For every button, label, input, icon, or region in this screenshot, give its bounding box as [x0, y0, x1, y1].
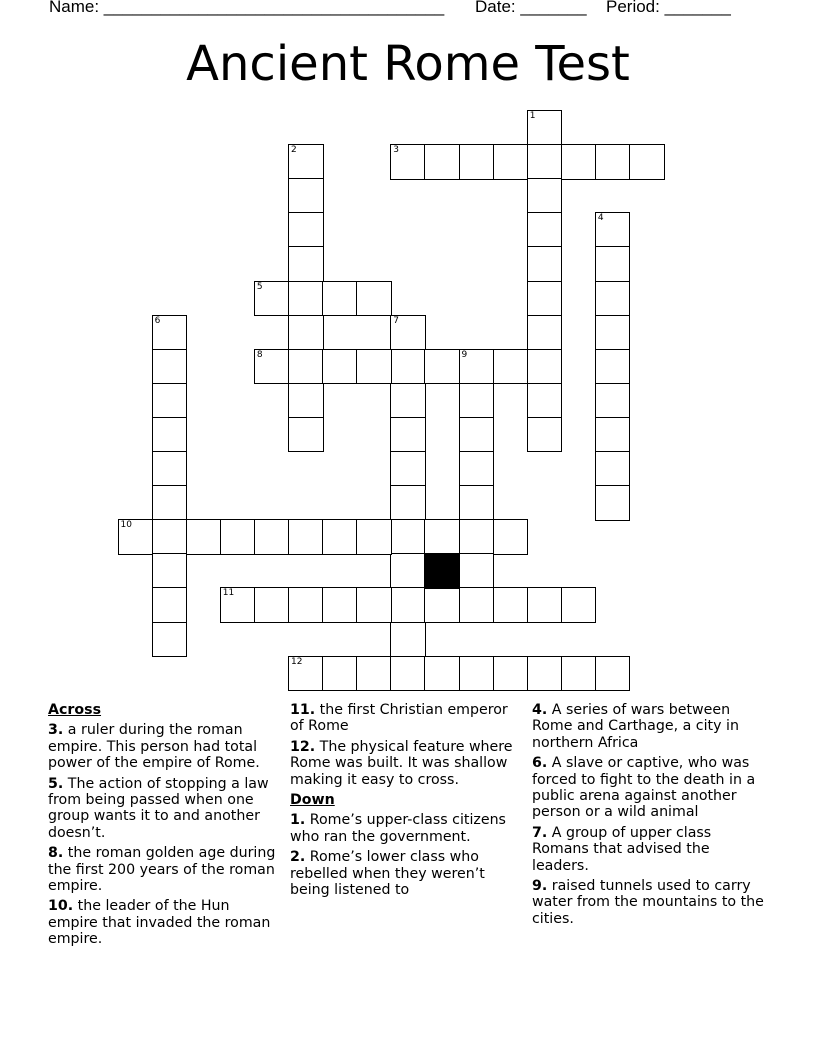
crossword-cell[interactable] — [390, 485, 426, 521]
crossword-cell[interactable] — [288, 178, 324, 214]
crossword-cell[interactable] — [595, 656, 631, 692]
crossword-cell[interactable] — [493, 144, 529, 180]
crossword-cell[interactable] — [595, 451, 631, 487]
cell-number: 6 — [154, 315, 161, 326]
clues-column-3 — [532, 702, 770, 931]
crossword-cell[interactable] — [288, 315, 324, 351]
crossword-cell[interactable] — [356, 349, 392, 385]
crossword-cell[interactable] — [424, 349, 460, 385]
crossword-cell[interactable] — [390, 315, 426, 351]
crossword-cell[interactable] — [152, 485, 188, 521]
crossword-cell[interactable] — [152, 349, 188, 385]
clue-across-8 — [48, 845, 278, 894]
clue-number: 3. — [48, 722, 64, 739]
clue-text: Rome’s upper-class citizens who ran the government. — [290, 812, 506, 845]
crossword-cell[interactable] — [459, 587, 495, 623]
clue-text: The physical feature where Rome was built. It was shallow making it easy to cross. — [290, 738, 513, 788]
crossword-cell[interactable] — [595, 383, 631, 419]
cell-number: 4 — [597, 213, 604, 224]
clue-down-7 — [532, 825, 770, 874]
crossword-cell[interactable] — [459, 519, 495, 555]
crossword-cell[interactable] — [152, 519, 188, 555]
crossword-cell[interactable] — [390, 349, 426, 385]
crossword-cell[interactable] — [118, 519, 154, 555]
crossword-cell[interactable] — [152, 553, 188, 589]
cell-number: 8 — [256, 349, 263, 360]
clue-text: raised tunnels used to carry water from the mountains to the cities. — [532, 878, 764, 927]
crossword-cell[interactable] — [493, 656, 529, 692]
crossword-cell[interactable] — [152, 315, 188, 351]
crossword-cell[interactable] — [527, 656, 563, 692]
crossword-cell[interactable] — [561, 587, 597, 623]
crossword-cell[interactable] — [152, 451, 188, 487]
crossword-cell[interactable] — [152, 417, 188, 453]
crossword-cell[interactable] — [390, 656, 426, 692]
crossword-cell[interactable] — [527, 417, 563, 453]
crossword-cell[interactable] — [288, 246, 324, 282]
clue-down-2 — [290, 849, 522, 898]
crossword-cell[interactable] — [254, 519, 290, 555]
crossword-cell[interactable] — [595, 246, 631, 282]
clue-number: 8. — [48, 845, 64, 862]
crossword-cell[interactable] — [220, 519, 256, 555]
crossword-cell[interactable] — [288, 212, 324, 248]
crossword-cell[interactable] — [527, 587, 563, 623]
clue-number: 1. — [290, 812, 306, 829]
crossword-cell[interactable] — [527, 383, 563, 419]
clue-number: 2. — [290, 849, 306, 866]
crossword-cell[interactable] — [390, 417, 426, 453]
clue-number: 11. — [290, 702, 316, 718]
clue-across-3 — [48, 722, 278, 771]
crossword-cell[interactable] — [390, 383, 426, 419]
crossword-cell[interactable] — [390, 519, 426, 555]
crossword-cell[interactable] — [527, 178, 563, 214]
crossword-cell[interactable] — [322, 519, 358, 555]
crossword-cell[interactable] — [561, 144, 597, 180]
page-title: Ancient Rome Test — [186, 36, 630, 92]
crossword-cell[interactable] — [527, 110, 563, 146]
cell-number: 2 — [291, 145, 297, 156]
cell-number: 7 — [393, 315, 400, 326]
clue-across-11 — [290, 702, 522, 735]
crossword-cell[interactable] — [527, 349, 563, 385]
clue-down-1 — [290, 812, 522, 845]
clue-number: 7. — [532, 824, 548, 841]
crossword-cell[interactable] — [595, 349, 631, 385]
clues-column-2 — [290, 702, 522, 902]
clue-text: the leader of the Hun empire that invaded the roman empire. — [48, 898, 271, 948]
crossword-cell[interactable] — [356, 519, 392, 555]
crossword-cell[interactable] — [595, 144, 631, 180]
clue-text: the first Christian emperor of Rome — [290, 702, 508, 735]
clue-across-5 — [48, 776, 278, 842]
crossword-cell[interactable] — [459, 451, 495, 487]
crossword-cell[interactable] — [595, 417, 631, 453]
clue-number: 6. — [532, 755, 548, 772]
crossword-cell[interactable] — [459, 383, 495, 419]
clue-text: A slave or captive, who was forced to fight to the death in a public arena against another person or a wild animal — [532, 755, 756, 821]
cell-number: 10 — [120, 520, 132, 531]
crossword-cell[interactable] — [595, 212, 631, 248]
clue-number: 4. — [532, 702, 548, 718]
date-field[interactable]: Date: _______ — [475, 0, 587, 16]
crossword-cell[interactable] — [459, 144, 495, 180]
crossword-cell[interactable] — [424, 519, 460, 555]
crossword-cell[interactable] — [186, 519, 222, 555]
cell-number: 9 — [461, 349, 468, 360]
crossword-cell[interactable] — [527, 144, 563, 180]
crossword-cell[interactable] — [459, 553, 495, 589]
crossword-cell[interactable] — [152, 622, 188, 658]
cell-number: 11 — [222, 588, 235, 599]
crossword-cell[interactable] — [527, 315, 563, 351]
crossword-cell[interactable] — [322, 656, 358, 692]
crossword-cell[interactable] — [288, 144, 324, 180]
crossword-cell[interactable] — [424, 144, 460, 180]
clue-number: 12. — [290, 738, 316, 755]
crossword-cell[interactable] — [390, 553, 426, 589]
crossword-cell[interactable] — [424, 656, 460, 692]
clues-column-1 — [48, 702, 278, 952]
crossword-block — [424, 553, 460, 589]
crossword-cell[interactable] — [459, 656, 495, 692]
across-heading: Across — [48, 702, 102, 718]
cell-number: 12 — [291, 656, 303, 667]
crossword-cell[interactable] — [322, 281, 358, 317]
clue-down-9 — [532, 878, 770, 927]
clue-across-10 — [48, 898, 278, 947]
crossword-cell[interactable] — [288, 656, 324, 692]
crossword-cell[interactable] — [288, 417, 324, 453]
clue-number: 9. — [532, 878, 548, 895]
cell-number: 3 — [393, 145, 400, 156]
crossword-cell[interactable] — [322, 349, 358, 385]
crossword-cell[interactable] — [254, 349, 290, 385]
down-heading: Down — [290, 792, 335, 809]
crossword-cell[interactable] — [629, 144, 665, 180]
crossword-cell[interactable] — [390, 451, 426, 487]
crossword-cell[interactable] — [356, 281, 392, 317]
clue-text: A group of upper class Romans that advised the leaders. — [532, 824, 712, 874]
clue-text: the roman golden age during the first 200 years of the roman empire. — [48, 845, 276, 895]
crossword-cell[interactable] — [220, 587, 256, 623]
crossword-cell[interactable] — [322, 587, 358, 623]
cell-number: 1 — [529, 111, 536, 121]
clue-text: A series of wars between Rome and Carthage, a city in northern Africa — [532, 702, 739, 751]
crossword-cell[interactable] — [493, 519, 529, 555]
crossword-cell[interactable] — [356, 656, 392, 692]
crossword-cell[interactable] — [459, 417, 495, 453]
clue-text: a ruler during the roman empire. This person had total power of the empire of Rome. — [48, 722, 260, 772]
crossword-cell[interactable] — [390, 622, 426, 658]
crossword-cell[interactable] — [288, 587, 324, 623]
clue-across-12 — [290, 739, 522, 788]
crossword-cell[interactable] — [152, 383, 188, 419]
crossword-cell[interactable] — [527, 281, 563, 317]
crossword-cell[interactable] — [424, 587, 460, 623]
crossword-cell[interactable] — [527, 212, 563, 248]
crossword-cell[interactable] — [527, 246, 563, 282]
period-field[interactable]: Period: _______ — [606, 0, 731, 16]
crossword-cell[interactable] — [390, 587, 426, 623]
crossword-cell[interactable] — [493, 587, 529, 623]
crossword-cell[interactable] — [288, 383, 324, 419]
crossword-cell[interactable] — [254, 587, 290, 623]
clue-number: 10. — [48, 898, 74, 915]
crossword-cell[interactable] — [390, 144, 426, 180]
clue-number: 5. — [48, 775, 64, 792]
crossword-cell[interactable] — [356, 587, 392, 623]
crossword-cell[interactable] — [254, 281, 290, 317]
crossword-cell[interactable] — [288, 349, 324, 385]
crossword-cell[interactable] — [595, 281, 631, 317]
crossword-cell[interactable] — [595, 315, 631, 351]
crossword-cell[interactable] — [288, 281, 324, 317]
name-field[interactable]: Name: ____________________________________ — [49, 0, 445, 16]
clue-down-4 — [532, 702, 770, 751]
cell-number: 5 — [256, 281, 263, 292]
crossword-cell[interactable] — [459, 485, 495, 521]
clue-text: The action of stopping a law from being passed when one group wants it to and another doesn’t. — [48, 775, 269, 841]
crossword-cell[interactable] — [595, 485, 631, 521]
clue-text: Rome’s lower class who rebelled when they weren’t being listened to — [290, 849, 485, 899]
crossword-cell[interactable] — [561, 656, 597, 692]
crossword-cell[interactable] — [152, 587, 188, 623]
crossword-cell[interactable] — [288, 519, 324, 555]
crossword-cell[interactable] — [459, 349, 495, 385]
clue-down-6 — [532, 755, 770, 821]
crossword-cell[interactable] — [493, 349, 529, 385]
